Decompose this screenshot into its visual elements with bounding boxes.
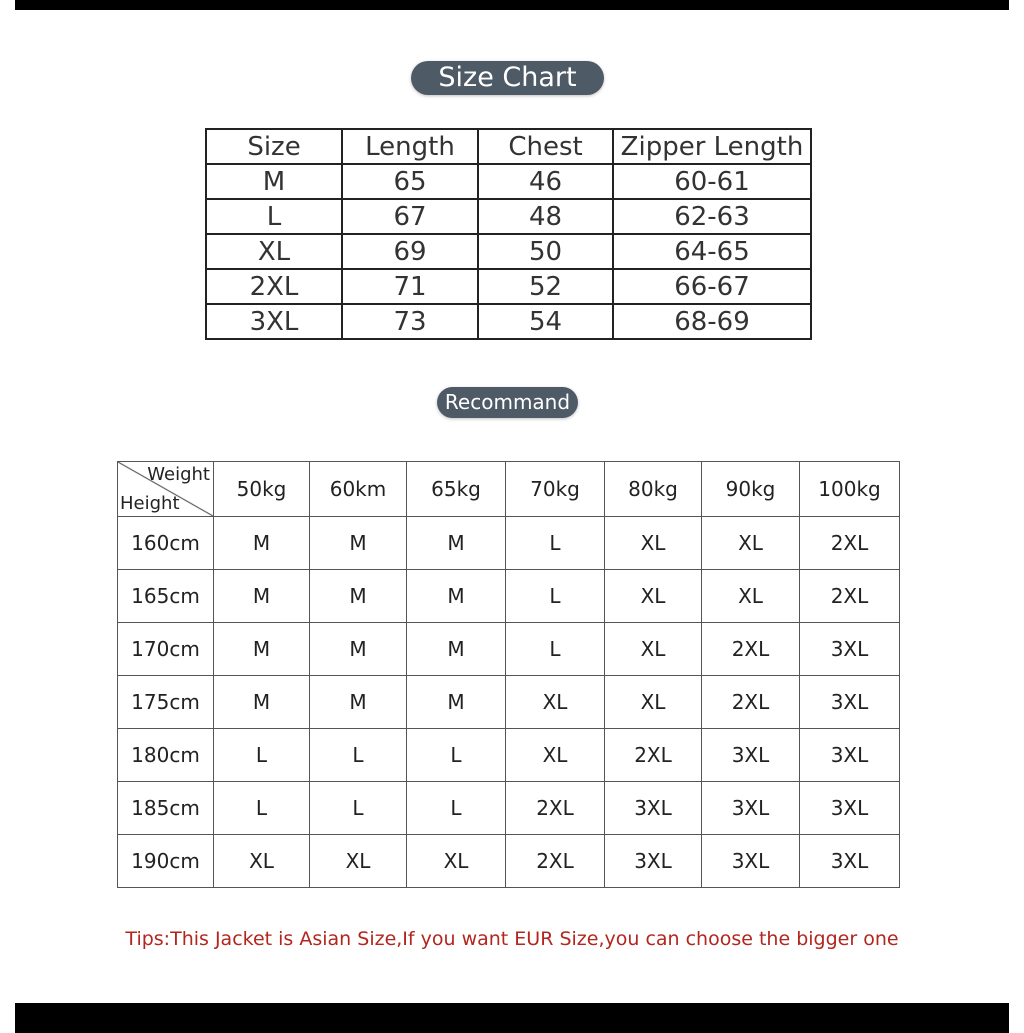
size-cell: XL <box>206 234 342 269</box>
size-cell: 46 <box>478 164 613 199</box>
recommend-header-row <box>118 462 900 517</box>
recommended-size-cell: 3XL <box>800 623 900 676</box>
recommended-size-cell: L <box>506 623 605 676</box>
recommended-size-cell: XL <box>407 835 506 888</box>
recommend-label: Recommand <box>437 387 578 418</box>
recommended-size-cell: 3XL <box>800 782 900 835</box>
recommended-size-cell: 2XL <box>702 676 800 729</box>
height-cell: 165cm <box>118 570 214 623</box>
size-tips-note: Tips:This Jacket is Asian Size,If you want EUR Size,you can choose the bigger one <box>125 928 899 950</box>
recommended-size-cell: M <box>214 570 310 623</box>
recommend-table <box>117 461 900 888</box>
height-cell: 180cm <box>118 729 214 782</box>
weight-header-cell: 65kg <box>407 462 506 517</box>
bottom-border-bar <box>15 1003 1009 1033</box>
size-cell: 2XL <box>206 269 342 304</box>
size-row <box>206 199 811 234</box>
recommend-row <box>118 676 900 729</box>
recommended-size-cell: L <box>214 729 310 782</box>
weight-header-cell: 90kg <box>702 462 800 517</box>
size-header-row <box>206 129 811 164</box>
recommended-size-cell: 3XL <box>800 835 900 888</box>
size-chart-title: Size Chart <box>411 61 604 95</box>
height-cell: 190cm <box>118 835 214 888</box>
recommended-size-cell: 2XL <box>506 835 605 888</box>
recommended-size-cell: 2XL <box>605 729 702 782</box>
size-cell: L <box>206 199 342 234</box>
size-cell: 71 <box>342 269 478 304</box>
recommended-size-cell: 2XL <box>800 517 900 570</box>
recommended-size-cell: M <box>214 623 310 676</box>
recommended-size-cell: 3XL <box>702 729 800 782</box>
recommended-size-cell: XL <box>605 623 702 676</box>
recommended-size-cell: 3XL <box>605 782 702 835</box>
size-header-cell: Length <box>342 129 478 164</box>
recommended-size-cell: 3XL <box>800 676 900 729</box>
recommend-row <box>118 517 900 570</box>
recommended-size-cell: XL <box>506 729 605 782</box>
recommend-row <box>118 570 900 623</box>
recommended-size-cell: 2XL <box>506 782 605 835</box>
recommended-size-cell: M <box>407 517 506 570</box>
recommended-size-cell: M <box>407 623 506 676</box>
size-cell: 50 <box>478 234 613 269</box>
size-cell: 3XL <box>206 304 342 339</box>
size-cell: 73 <box>342 304 478 339</box>
size-row <box>206 269 811 304</box>
recommended-size-cell: L <box>310 729 407 782</box>
recommended-size-cell: XL <box>605 570 702 623</box>
size-cell: M <box>206 164 342 199</box>
recommended-size-cell: 3XL <box>702 835 800 888</box>
recommended-size-cell: XL <box>214 835 310 888</box>
recommended-size-cell: M <box>214 517 310 570</box>
recommended-size-cell: M <box>310 676 407 729</box>
size-cell: 54 <box>478 304 613 339</box>
recommended-size-cell: 3XL <box>800 729 900 782</box>
height-cell: 160cm <box>118 517 214 570</box>
weight-header-cell: 50kg <box>214 462 310 517</box>
recommended-size-cell: M <box>310 623 407 676</box>
size-cell: 64-65 <box>613 234 811 269</box>
recommended-size-cell: XL <box>702 517 800 570</box>
recommend-row <box>118 729 900 782</box>
size-cell: 66-67 <box>613 269 811 304</box>
height-cell: 185cm <box>118 782 214 835</box>
recommended-size-cell: XL <box>506 676 605 729</box>
size-cell: 52 <box>478 269 613 304</box>
recommended-size-cell: L <box>214 782 310 835</box>
size-cell: 65 <box>342 164 478 199</box>
recommended-size-cell: XL <box>605 676 702 729</box>
height-cell: 175cm <box>118 676 214 729</box>
size-header-cell: Zipper Length <box>613 129 811 164</box>
size-row <box>206 234 811 269</box>
recommended-size-cell: L <box>310 782 407 835</box>
weight-header-cell: 80kg <box>605 462 702 517</box>
recommended-size-cell: M <box>214 676 310 729</box>
size-chart-table <box>205 128 812 340</box>
size-row <box>206 304 811 339</box>
recommended-size-cell: L <box>407 729 506 782</box>
recommended-size-cell: M <box>407 570 506 623</box>
recommended-size-cell: XL <box>310 835 407 888</box>
recommended-size-cell: 2XL <box>800 570 900 623</box>
recommended-size-cell: L <box>506 570 605 623</box>
weight-header-cell: 70kg <box>506 462 605 517</box>
size-row <box>206 164 811 199</box>
weight-header-cell: 60km <box>310 462 407 517</box>
recommended-size-cell: L <box>506 517 605 570</box>
size-cell: 48 <box>478 199 613 234</box>
recommended-size-cell: L <box>407 782 506 835</box>
recommend-row <box>118 782 900 835</box>
size-cell: 68-69 <box>613 304 811 339</box>
height-axis-label: Height <box>120 493 180 514</box>
size-cell: 69 <box>342 234 478 269</box>
recommended-size-cell: 2XL <box>702 623 800 676</box>
recommend-row <box>118 623 900 676</box>
recommended-size-cell: M <box>310 517 407 570</box>
weight-header-cell: 100kg <box>800 462 900 517</box>
size-header-cell: Size <box>206 129 342 164</box>
corner-cell <box>118 462 214 517</box>
size-cell: 60-61 <box>613 164 811 199</box>
size-cell: 62-63 <box>613 199 811 234</box>
recommended-size-cell: 3XL <box>605 835 702 888</box>
recommended-size-cell: M <box>407 676 506 729</box>
recommended-size-cell: XL <box>605 517 702 570</box>
top-border-bar <box>15 0 1009 10</box>
recommended-size-cell: M <box>310 570 407 623</box>
height-cell: 170cm <box>118 623 214 676</box>
recommend-row <box>118 835 900 888</box>
size-cell: 67 <box>342 199 478 234</box>
recommended-size-cell: XL <box>702 570 800 623</box>
weight-axis-label: Weight <box>147 464 210 485</box>
recommended-size-cell: 3XL <box>702 782 800 835</box>
size-header-cell: Chest <box>478 129 613 164</box>
